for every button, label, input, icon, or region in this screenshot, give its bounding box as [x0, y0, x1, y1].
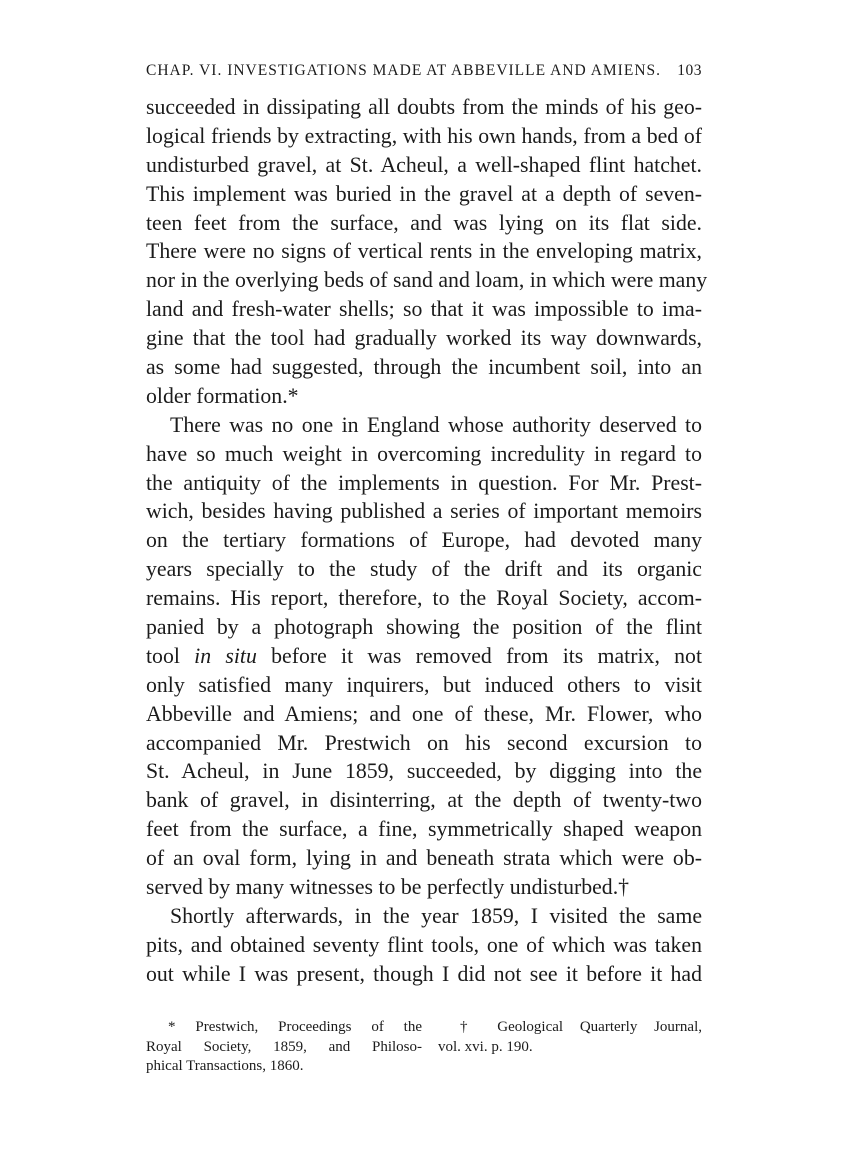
- text-line: wich, besides having published a series of important memoirs: [146, 499, 702, 524]
- text-line: older formation.*: [146, 383, 299, 408]
- text-line: panied by a photograph showing the position of the flint: [146, 615, 702, 640]
- text-line: land and fresh-water shells; so that it was impossible to ima-: [146, 297, 702, 322]
- italic-phrase: in situ: [194, 643, 257, 668]
- footnote-line: * Prestwich, Proceedings of the: [168, 1019, 422, 1035]
- running-title: CHAP. VI. INVESTIGATIONS MADE AT ABBEVILLE AND AMIENS.: [146, 62, 662, 79]
- text-line: on the tertiary formations of Europe, had devoted many: [146, 528, 702, 553]
- page-number: 103: [677, 62, 702, 79]
- text-line: Abbeville and Amiens; and one of these, Mr. Flower, who: [146, 701, 702, 726]
- text-line: served by many witnesses to be perfectly undisturbed.†: [146, 875, 630, 900]
- text-line: have so much weight in overcoming incredulity in regard to: [146, 441, 702, 466]
- text-line: There was no one in England whose authority deserved to: [170, 412, 702, 437]
- text-line: St. Acheul, in June 1859, succeeded, by digging into the: [146, 759, 702, 784]
- footnote-line: vol. xvi. p. 190.: [438, 1038, 533, 1055]
- text-line: nor in the overlying beds of sand and loam, in which were many: [146, 268, 708, 293]
- text-line: remains. His report, therefore, to the Royal Society, accom-: [146, 586, 702, 611]
- text-line: undisturbed gravel, at St. Acheul, a well-shaped flint hatchet.: [146, 152, 702, 177]
- text-line: as some had suggested, through the incumbent soil, into an: [146, 355, 702, 380]
- text-line: the antiquity of the implements in question. For Mr. Prest-: [146, 470, 702, 495]
- text-line: succeeded in dissipating all doubts from the minds of his geo-: [146, 95, 702, 119]
- footnote-left: [146, 1018, 422, 1077]
- text-line: logical friends by extracting, with his own hands, from a bed of: [146, 123, 702, 148]
- text-line: teen feet from the surface, and was lying on its flat side.: [146, 210, 702, 235]
- line-segment: before it was removed from its matrix, not: [256, 643, 702, 668]
- text-line: years specially to the study of the drift and its organic: [146, 557, 702, 582]
- footnote-line: Royal Society, 1859, and Philoso-: [146, 1038, 422, 1055]
- text-line: feet from the surface, a fine, symmetrically shaped weapon: [146, 817, 702, 842]
- text-line: pits, and obtained seventy flint tools, one of which was taken: [146, 932, 702, 957]
- text-line: This implement was buried in the gravel at a depth of seven-: [146, 181, 702, 206]
- text-line-with-italic: [146, 642, 702, 671]
- text-line: gine that the tool had gradually worked its way downwards,: [146, 326, 702, 351]
- footnote-line: † Geological Quarterly Journal,: [460, 1019, 702, 1035]
- running-head: [146, 62, 702, 80]
- footnote-line: phical Transactions, 1860.: [146, 1058, 304, 1074]
- text-line: of an oval form, lying in and beneath strata which were ob-: [146, 846, 702, 871]
- text-line: Shortly afterwards, in the year 1859, I visited the same: [170, 903, 702, 928]
- body-text: [146, 93, 708, 989]
- text-line: accompanied Mr. Prestwich on his second excursion to: [146, 730, 702, 755]
- text-line: out while I was present, though I did not see it before it had: [146, 961, 702, 986]
- footnote-right: [438, 1018, 702, 1057]
- text-line: only satisfied many inquirers, but induced others to visit: [146, 672, 702, 697]
- text-line: There were no signs of vertical rents in the enveloping matrix,: [146, 239, 702, 264]
- text-line: bank of gravel, in disinterring, at the depth of twenty-two: [146, 788, 702, 813]
- line-segment: tool: [146, 643, 195, 668]
